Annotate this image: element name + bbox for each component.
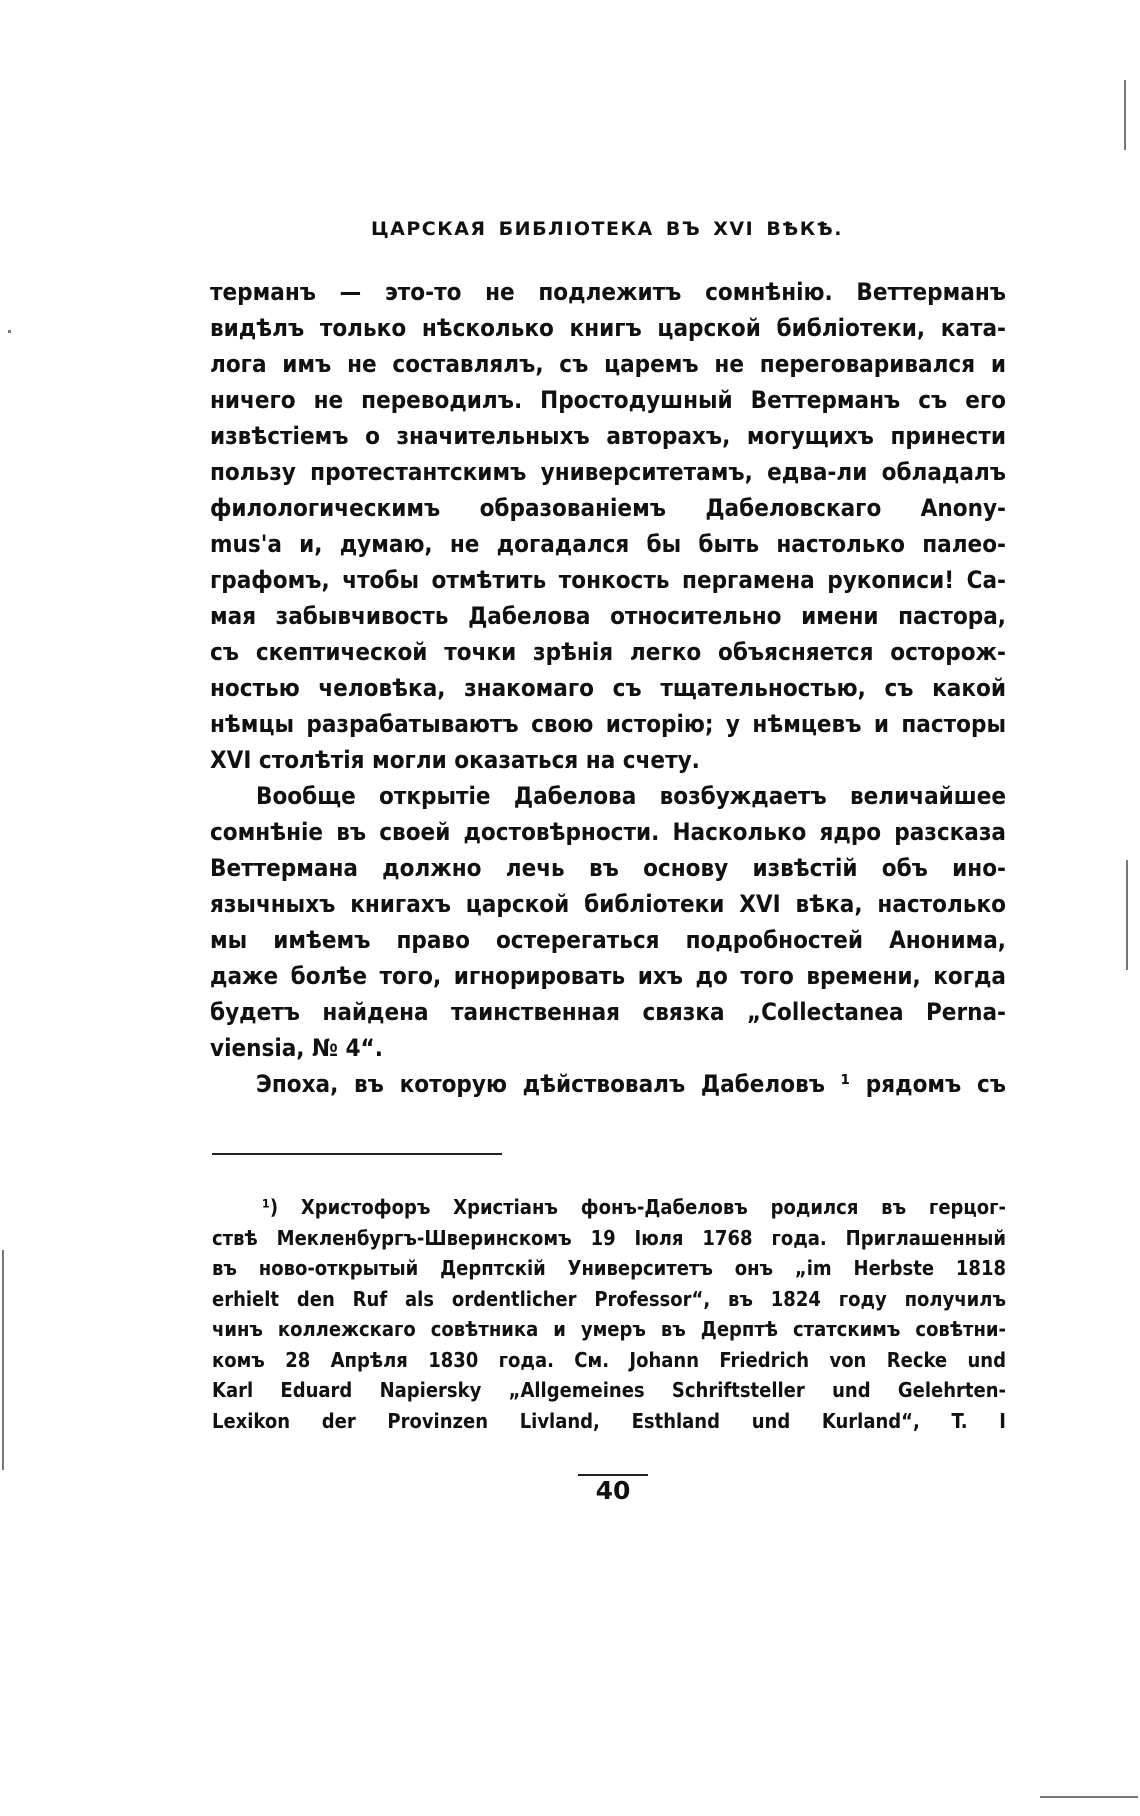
scan-margin-mark: [1040, 1796, 1138, 1798]
main-text: [210, 274, 1006, 1102]
scan-margin-mark: [1126, 860, 1128, 970]
running-title: ЦАРСКАЯ БИБЛІОТЕКА ВЪ XVI ВѢКѢ.: [371, 218, 843, 240]
text-line: XVI столѣтія могли оказаться на счету.: [210, 746, 700, 774]
footnote-line: erhielt den Ruf als ordentlicher Professor“, въ 1824 году получилъ: [212, 1286, 1006, 1311]
footnote-line: ствѣ Мекленбургъ-Шверинскомъ 19 Іюля 1768 года. Приглашенный: [212, 1225, 1006, 1250]
text-line: ничего не переводилъ. Простодушный Веттерманъ съ его: [210, 386, 1006, 414]
text-line: Эпоха, въ которую дѣйствовалъ Дабеловъ ¹ рядомъ съ: [256, 1070, 1006, 1098]
text-line: съ скептической точки зрѣнія легко объясняется осторож-: [210, 638, 1006, 666]
scan-margin-mark: [2, 1250, 4, 1470]
footnote-line: Lexikon der Provinzen Livland, Esthland und Kurland“, T. I: [212, 1408, 1006, 1433]
text-line: филологическимъ образованіемъ Дабеловскаго Anony-: [210, 494, 1006, 522]
text-line: mus'а и, думаю, не догадался бы быть настолько палео-: [210, 530, 1006, 558]
text-line: мая забывчивость Дабелова относительно имени пастора,: [210, 602, 1006, 630]
text-line: извѣстіемъ о значительныхъ авторахъ, могущихъ принести: [210, 422, 1006, 450]
scan-margin-mark: [8, 330, 11, 333]
text-line: язычныхъ книгахъ царской библіотеки XVI вѣка, настолько: [210, 890, 1006, 918]
text-line: терманъ — это-то не подлежитъ сомнѣнію. Веттерманъ: [210, 278, 1006, 306]
text-line: даже болѣе того, игнорировать ихъ до того времени, когда: [210, 962, 1006, 990]
footnote-line: комъ 28 Апрѣля 1830 года. См. Johann Friedrich von Recke und: [212, 1347, 1006, 1372]
page-number: 40: [595, 1476, 631, 1505]
text-line: Вообще открытіе Дабелова возбуждаетъ величайшее: [256, 782, 1006, 810]
scan-margin-mark: [1124, 80, 1126, 150]
text-line: viensia, № 4“.: [210, 1034, 383, 1062]
footnote-line: ¹) Христофоръ Христіанъ фонъ-Дабеловъ родился въ герцог-: [262, 1195, 1006, 1219]
text-line: графомъ, чтобы отмѣтить тонкость пергамена рукописи! Са-: [210, 566, 1006, 594]
footnote: [212, 1192, 1006, 1436]
text-line: пользу протестантскимъ университетамъ, едва-ли обладалъ: [210, 458, 1006, 486]
footnote-line: Karl Eduard Napiersky „Allgemeines Schriftsteller und Gelehrten-: [212, 1378, 1006, 1402]
footnote-line: чинъ коллежскаго совѣтника и умеръ въ Дерптѣ статскимъ совѣтни-: [212, 1317, 1006, 1341]
text-line: Веттермана должно лечь въ основу извѣстій объ ино-: [210, 854, 1006, 882]
text-line: будетъ найдена таинственная связка „Collectanea Perna-: [210, 998, 1006, 1026]
footnote-divider: [212, 1153, 502, 1155]
text-line: мы имѣемъ право остерегаться подробностей Анонима,: [210, 926, 1006, 954]
text-line: сомнѣніе въ своей достовѣрности. Насколько ядро разсказа: [210, 818, 1006, 846]
text-line: нѣмцы разрабатываютъ свою исторію; у нѣмцевъ и пасторы: [210, 710, 1006, 738]
text-line: видѣлъ только нѣсколько книгъ царской библіотеки, ката-: [210, 314, 1006, 342]
text-line: ностью человѣка, знакомаго съ тщательностью, съ какой: [210, 674, 1006, 702]
footnote-line: въ ново-открытый Дерптскій Университетъ онъ „im Herbste 1818: [212, 1256, 1006, 1280]
text-line: лога имъ не составлялъ, съ царемъ не переговаривался и: [210, 350, 1006, 378]
